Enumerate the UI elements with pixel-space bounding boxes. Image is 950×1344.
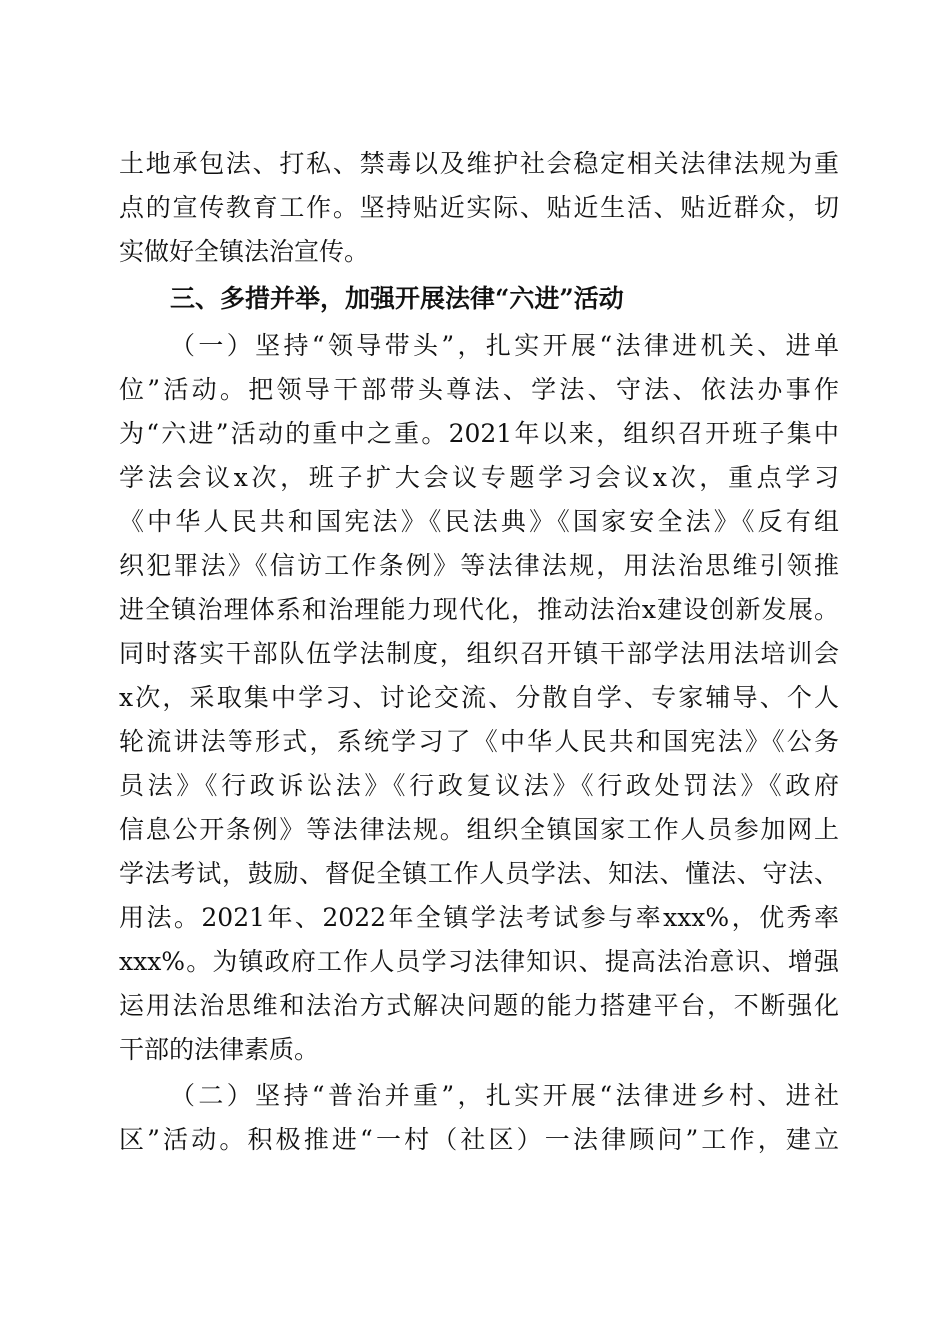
body-text-line: 同时落实干部队伍学法制度，组织召开镇干部学法用法培训会: [119, 639, 839, 668]
body-text-line: 织犯罪法》《信访工作条例》等法律法规，用法治思维引领推: [119, 551, 839, 580]
body-text-line: 实做好全镇法治宣传。: [119, 237, 370, 266]
body-text-line: 《中华人民共和国宪法》《民法典》《国家安全法》《反有组: [119, 507, 839, 536]
subsection-heading-line: （二）坚持“普治并重”，扎实开展“法律进乡村、进社: [170, 1081, 839, 1110]
body-text-line: 位”活动。把领导干部带头尊法、学法、守法、依法办事作: [119, 375, 839, 404]
subsection-heading-line: （一）坚持“领导带头”，扎实开展“法律进机关、进单: [170, 331, 839, 360]
body-text-line: 信息公开条例》等法律法规。组织全镇国家工作人员参加网上: [119, 815, 839, 844]
body-text-line: 为“六进”活动的重中之重。2021年以来，组织召开班子集中: [119, 419, 839, 448]
body-text-line: xxx%。为镇政府工作人员学习法律知识、提高法治意识、增强: [119, 947, 839, 976]
body-text-line: 进全镇治理体系和治理能力现代化，推动法治x建设创新发展。: [119, 595, 839, 624]
body-text-line: 员法》《行政诉讼法》《行政复议法》《行政处罚法》《政府: [119, 771, 839, 800]
body-text-line: 用法。2021年、2022年全镇学法考试参与率xxx%，优秀率: [119, 903, 839, 932]
body-text-line: 区”活动。积极推进“一村（社区）一法律顾问”工作，建立: [119, 1125, 839, 1154]
body-text-line: 运用法治思维和法治方式解决问题的能力搭建平台，不断强化: [119, 991, 839, 1020]
body-text-line: x次，采取集中学习、讨论交流、分散自学、专家辅导、个人: [119, 683, 839, 712]
body-text-line: 学法会议x次，班子扩大会议专题学习会议x次，重点学习: [119, 463, 839, 492]
body-text-line: 学法考试，鼓励、督促全镇工作人员学法、知法、懂法、守法、: [119, 859, 839, 888]
section-heading: 三、多措并举，加强开展法律“六进”活动: [170, 284, 624, 313]
body-text-line: 点的宣传教育工作。坚持贴近实际、贴近生活、贴近群众，切: [119, 193, 839, 222]
body-text-line: 干部的法律素质。: [119, 1035, 320, 1064]
body-text-line: 轮流讲法等形式，系统学习了《中华人民共和国宪法》《公务: [119, 727, 839, 756]
body-text-line: 土地承包法、打私、禁毒以及维护社会稳定相关法律法规为重: [119, 149, 839, 178]
